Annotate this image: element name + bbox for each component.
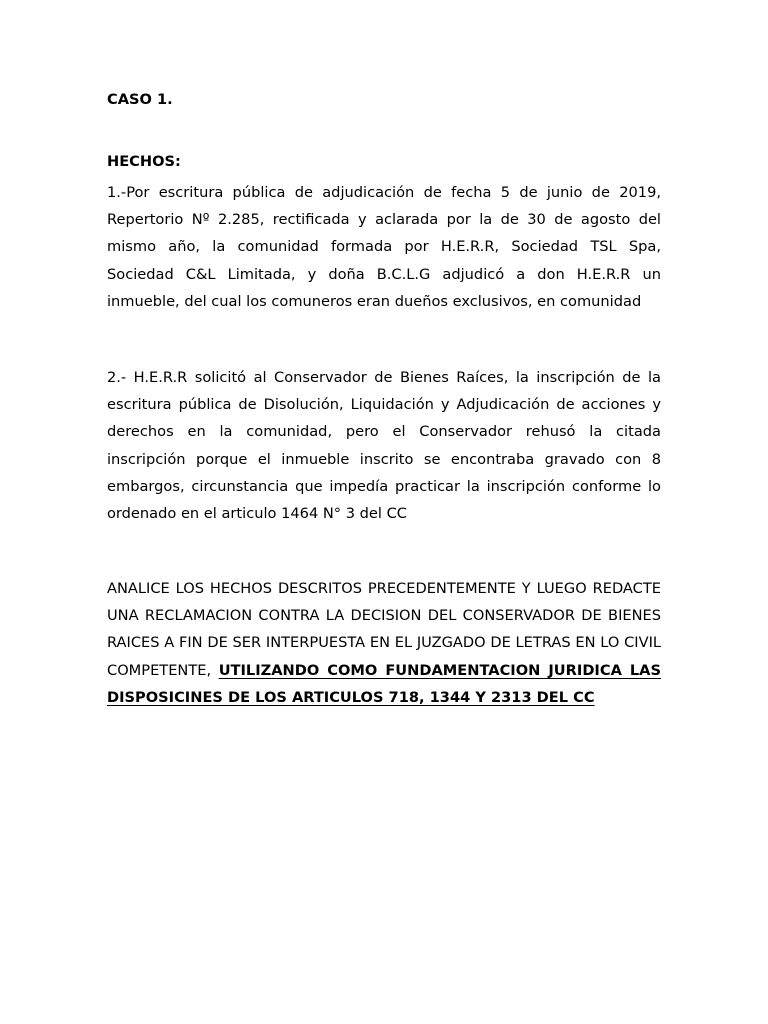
facts-heading: HECHOS: [107,153,181,170]
case-title: CASO 1. [107,91,173,108]
fact-1-paragraph: 1.-Por escritura pública de adjudicación de fecha 5 de junio de 2019, Repertorio Nº 2.285, rectificada y aclarada por la de 30 de agosto del mismo año, la comunidad formada por H.E.R.R, Sociedad TSL Spa, Sociedad C&L Limitada, y doña B.C.L.G adjudicó a don H.E.R.R un inmueble, del cual los comuneros eran dueños exclusivos, en comunidad [107,184,661,310]
instruction-emphasis: UTILIZANDO COMO FUNDAMENTACION JURIDICA LAS DISPOSICINES DE LOS ARTICULOS 718, 1344 Y 2313 DEL CC [107,661,661,706]
instruction-text: ANALICE LOS HECHOS DESCRITOS PRECEDENTEMENTE Y LUEGO REDACTE UNA RECLAMACION CONTRA LA DECISION DEL CONSERVADOR DE BIENES RAICES A FIN DE SER INTERPUESTA EN EL JUZGADO DE LETRAS EN LO CIVIL COMPETENTE, [107,580,661,679]
fact-2-paragraph: 2.- H.E.R.R solicitó al Conservador de Bienes Raíces, la inscripción de la escritura pública de Disolución, Liquidación y Adjudicación de acciones y derechos en la comunidad, pero el Conservador rehusó la citada inscripción porque el inmueble inscrito se encontraba gravado con 8 embargos, circunstancia que impedía practicar la inscripción conforme lo ordenado en el articulo 1464 N° 3 del CC [107,369,661,523]
instruction-paragraph [107,575,661,711]
